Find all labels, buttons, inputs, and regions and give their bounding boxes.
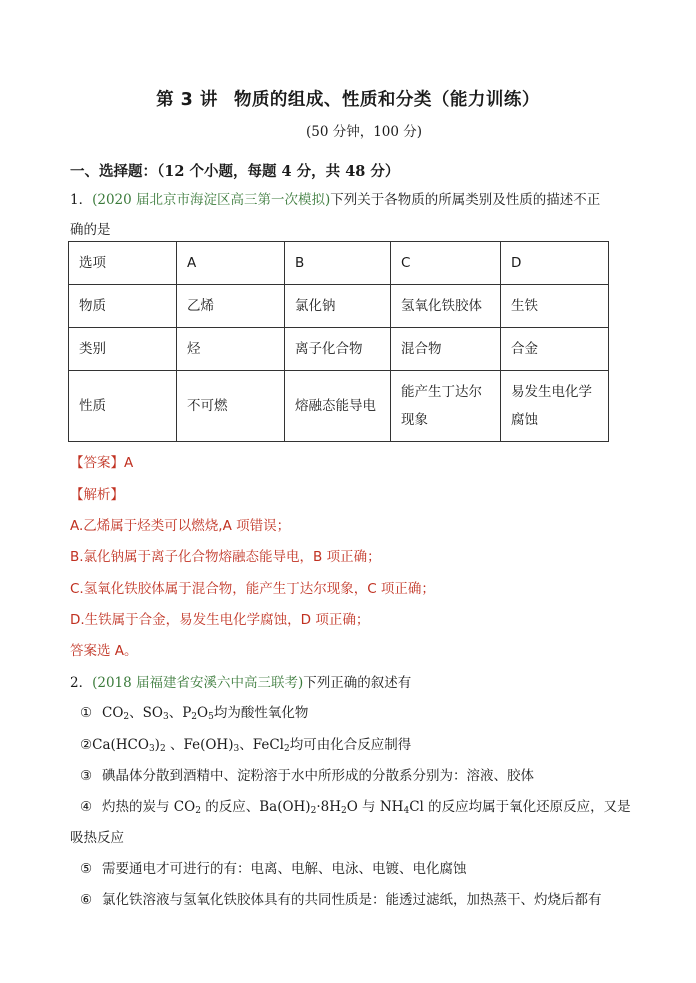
q1-stem (70, 188, 600, 208)
q2-item-4-line2: 吸热反应 (70, 830, 124, 846)
item-text: Cl 的反应均属于氧化还原反应，又是 (409, 799, 631, 815)
table-cell: D (501, 242, 609, 285)
table-cell: 乙烯 (177, 285, 285, 328)
table-cell: 混合物 (391, 328, 501, 371)
item-text: ·8H (316, 799, 341, 815)
q1-options-table (68, 241, 609, 442)
table-cell: 生铁 (501, 285, 609, 328)
table-cell: 性质 (69, 371, 177, 442)
item-text: 需要通电才可进行的有：电离、电解、电泳、电镀、电化腐蚀 (102, 861, 467, 877)
table-row (69, 285, 609, 328)
item-marker: ② (80, 737, 93, 753)
table-row (69, 371, 609, 442)
q2-item-4: ④ 灼热的炭与 $CO_2$ 的反应、$Ba(OH)_2\cdot 8H_2O$ 与 $NH_4Cl$ 的反应均属于氧化还原反应，又是 (80, 799, 631, 816)
table-cell: 离子化合物 (285, 328, 391, 371)
table-cell: 选项 (69, 242, 177, 285)
item-text: 均为酸性氧化物 (213, 705, 309, 721)
table-cell: C (391, 242, 501, 285)
q1-source: (2020 届北京市海淀区高三第一次模拟) (92, 192, 331, 208)
q1-stem-text: 下列关于各物质的所属类别及性质的描述不正 (330, 192, 601, 208)
analysis-line-d: D.生铁属于合金，易发生电化学腐蚀，D 项正确； (70, 612, 370, 628)
table-cell: B (285, 242, 391, 285)
table-cell: 易发生电化学腐蚀 (501, 371, 609, 442)
table-cell: 能产生丁达尔现象 (391, 371, 501, 442)
section-heading: 一、选择题：（12 个小题，每题 4 分，共 48 分） (70, 163, 400, 180)
q2-stem-text: 下列正确的叙述有 (303, 675, 412, 691)
lesson-number: 第 3 讲 (156, 90, 218, 110)
q2-item-2 (80, 733, 411, 754)
table-row (69, 242, 609, 285)
item-text: 均可由化合反应制得 (289, 737, 412, 753)
q2-item-1 (80, 701, 308, 722)
item-marker: ① (80, 705, 93, 721)
q2-item-6 (80, 888, 602, 908)
analysis-conclusion: 答案选 A。 (70, 643, 138, 659)
q2-item-3 (80, 764, 534, 784)
formula-group: $Ca(HCO_3)_2$ 、$Fe(OH)_3$、FeCl$_2$ (92, 737, 290, 754)
answer-value: A (124, 455, 134, 471)
table-cell: 类别 (69, 328, 177, 371)
page-subtitle (0, 120, 696, 140)
item-marker: ③ (80, 768, 93, 784)
table-cell: 氢氧化铁胶体 (391, 285, 501, 328)
time-score: (50 分钟，100 分) (305, 124, 423, 140)
item-text: O 与 NH (346, 799, 404, 815)
item-marker: ⑥ (80, 892, 93, 908)
table-cell: A (177, 242, 285, 285)
page-title (0, 86, 696, 111)
table-cell: 烃 (177, 328, 285, 371)
q2-item-5 (80, 857, 467, 877)
q2-stem (70, 671, 411, 691)
item-marker: ④ (80, 799, 93, 815)
analysis-line-b: B.氯化钠属于离子化合物熔融态能导电，B 项正确； (70, 549, 381, 565)
q2-number: 2． (70, 675, 93, 691)
item-text: 的反应、Ba(OH) (200, 799, 311, 815)
table-cell: 氯化钠 (285, 285, 391, 328)
q2-source: (2018 届福建省安溪六中高三联考) (92, 675, 304, 691)
formula-group: $CO_2$、$SO_3$、$P_2O_5$ (102, 705, 214, 722)
analysis-line-c: C.氢氧化铁胶体属于混合物，能产生丁达尔现象，C 项正确； (70, 581, 435, 597)
table-cell: 物质 (69, 285, 177, 328)
lesson-name: 物质的组成、性质和分类（能力训练） (233, 90, 540, 110)
analysis-label: 【解析】 (70, 487, 124, 503)
analysis-line-a: A.乙烯属于烃类可以燃烧,A 项错误； (70, 518, 291, 534)
item-marker: ⑤ (80, 861, 93, 877)
item-text: 碘晶体分散到酒精中、淀粉溶于水中所形成的分散系分别为：溶液、胶体 (102, 768, 534, 784)
table-cell: 熔融态能导电 (285, 371, 391, 442)
q1-answer (70, 451, 133, 471)
q1-stem-line2: 确的是 (70, 222, 111, 238)
item-text: 氯化铁溶液与氢氧化铁胶体具有的共同性质是：能透过滤纸，加热蒸干、灼烧后都有 (102, 892, 602, 908)
table-row (69, 328, 609, 371)
answer-label: 【答案】 (70, 455, 124, 471)
table-cell: 合金 (501, 328, 609, 371)
q1-number: 1． (70, 192, 93, 208)
item-text: 灼热的炭与 CO (102, 799, 196, 815)
table-cell: 不可燃 (177, 371, 285, 442)
